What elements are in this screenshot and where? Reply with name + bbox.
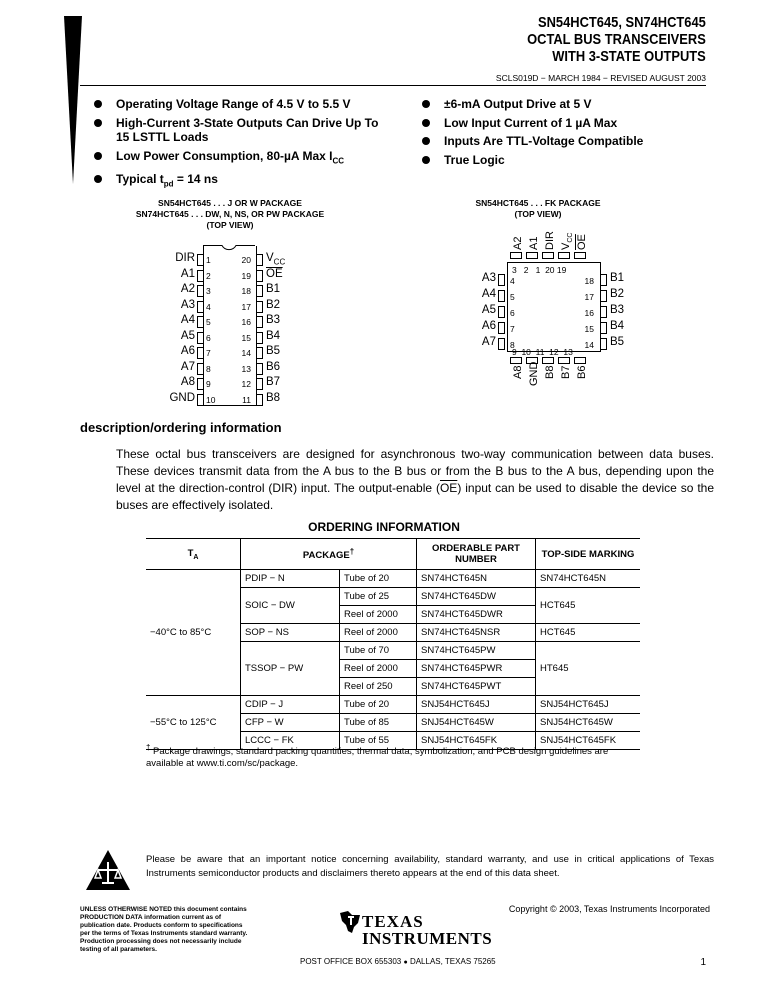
fk-pin-left xyxy=(498,290,505,302)
fk-package-label: SN54HCT645 . . . FK PACKAGE (TOP VIEW) xyxy=(475,198,601,219)
dip-pin-label-right: B2 xyxy=(266,298,281,311)
features-left xyxy=(90,97,390,196)
fk-pin-top xyxy=(542,252,554,259)
fk-pin-number: 5 xyxy=(510,292,515,302)
dip-pin-left xyxy=(197,378,204,390)
fk-pin-number: 6 xyxy=(510,308,515,318)
dip-pin-left xyxy=(197,301,204,313)
dip-pin-number: 20 xyxy=(241,255,251,265)
dip-pin-number: 14 xyxy=(241,348,251,358)
feature-item: ±6-mA Output Drive at 5 V xyxy=(418,97,718,112)
feature-item: High-Current 3-State Outputs Can Drive Up To 15 LSTTL Loads xyxy=(90,116,390,145)
dip-pin-left xyxy=(197,270,204,282)
dip-pin-label-right: B3 xyxy=(266,314,281,326)
dip-pin-number: 10 xyxy=(206,394,216,405)
fk-pin-left xyxy=(498,338,505,350)
dip-pin-label-left: GND xyxy=(169,391,195,404)
ta-header: $T_A$ xyxy=(146,539,241,570)
fk-pin-label-bottom: B6 xyxy=(576,365,588,379)
warning-triangle-icon xyxy=(84,848,132,892)
dip-pin-number: 19 xyxy=(241,270,251,281)
page-number: 1 xyxy=(700,957,706,968)
description-paragraph: These octal bus transceivers are designed for asynchronous two-way communication between data buses. These devices transmit data from the A bus to the B bus or from the B bus to the A bus, depending upon the level at the direction-control (DIR) input. The output-enable $(\overline{OE})$ input can be used to disable the device so the buses are effectively isolated. xyxy=(116,447,714,512)
orderable-header: ORDERABLE PART NUMBER xyxy=(417,539,536,570)
dip-pin-left xyxy=(197,347,204,359)
dip-pin-label-right: B1 xyxy=(266,283,281,295)
fk-pin-number: 16 xyxy=(584,308,594,318)
fk-pin-label-right: B2 xyxy=(610,288,625,300)
dip-pin-label-right: B4 xyxy=(266,329,281,342)
fk-pin-label-bottom: A8 xyxy=(512,365,524,379)
document-revision-line: SCLS019D − MARCH 1984 − REVISED AUGUST 2003 xyxy=(495,73,706,83)
dip-pin-number: 5 xyxy=(206,317,211,327)
dip-pin-number: 17 xyxy=(241,301,251,312)
table-row: SOP − NS Reel of 2000 SN74HCT645NSR HCT645 xyxy=(146,624,640,642)
table-row: −55°C to 125°C CDIP − J Tube of 20 SNJ54HCT645J SNJ54HCT645J xyxy=(146,696,640,714)
dip-pin-label-left: A7 xyxy=(180,360,195,373)
fk-pin-label-bottom: GND xyxy=(528,361,540,386)
dip-pin-number: 3 xyxy=(206,286,211,296)
bullet-icon xyxy=(94,152,102,160)
fk-pin-right xyxy=(600,322,607,334)
bullet-icon xyxy=(94,100,102,108)
dip-pin-label-left: A2 xyxy=(180,283,195,295)
dip-pin-number: 7 xyxy=(206,348,211,358)
fk-pin-label-left: A4 xyxy=(481,288,496,300)
dip-pin-number: 8 xyxy=(206,363,211,374)
dip-package-label: SN54HCT645 . . . J OR W PACKAGE SN74HCT645 . . . DW, N, NS, OR PW PACKAGE (TOP VIEW) xyxy=(135,198,325,230)
fk-top-numbers: 3 2 1 20 19 xyxy=(512,265,567,275)
ti-state-logo-icon xyxy=(338,909,362,935)
fk-pin-top xyxy=(526,252,538,259)
fk-pin-right xyxy=(600,338,607,350)
dip-pin-left xyxy=(197,285,204,297)
bullet-icon xyxy=(94,175,102,183)
ta-cell: −55°C to 125°C xyxy=(146,696,241,750)
features-right xyxy=(418,97,718,171)
ordering-table xyxy=(146,538,640,750)
feature-item: Typical $t_{pd} = 14$ ns xyxy=(90,172,390,192)
table-row: Reel of 2000 SN74HCT645DWR xyxy=(146,606,640,624)
copyright: Copyright © 2003, Texas Instruments Incorporated xyxy=(508,904,710,914)
fk-pin-right xyxy=(600,274,607,286)
fk-pin-label-left: A5 xyxy=(481,304,496,316)
dip-pin-number: 12 xyxy=(241,379,251,389)
fk-pin-label-bottom: B7 xyxy=(560,365,572,379)
fk-pin-label-bottom: B8 xyxy=(544,365,556,379)
feature-item: Operating Voltage Range of 4.5 V to 5.5 V xyxy=(90,97,390,112)
ta-cell: −40°C to 85°C xyxy=(146,570,241,696)
dip-pin-label-right: B7 xyxy=(266,376,281,388)
dip-pin-number: 4 xyxy=(206,301,211,312)
dip-pin-label-left: DIR xyxy=(175,252,195,264)
fk-pin-bottom xyxy=(558,357,570,364)
fk-pin-left xyxy=(498,322,505,334)
dip-pin-right xyxy=(256,332,263,344)
fk-pin-label-left: A6 xyxy=(481,320,496,332)
marking-header: TOP-SIDE MARKING xyxy=(536,539,641,570)
table-row: CFP − W Tube of 85 SNJ54HCT645W SNJ54HCT645W xyxy=(146,714,640,732)
dip-pin-left xyxy=(197,254,204,266)
dip-pin-number: 6 xyxy=(206,332,211,343)
fk-pin-number: 18 xyxy=(584,276,594,286)
dip-pin-right xyxy=(256,285,263,297)
document-title: SN54HCT645, SN74HCT645 OCTAL BUS TRANSCEIVERS WITH 3-STATE OUTPUTS xyxy=(527,14,706,65)
dip-pin-label-left: A6 xyxy=(180,345,195,357)
table-footnote: † Package drawings, standard packing quantities, thermal data, symbolization, and PCB design guidelines are available at www.ti.com/sc/package. xyxy=(146,743,609,770)
address-bullet-icon: ● xyxy=(403,959,408,966)
dip-pin-left xyxy=(197,363,204,375)
feature-item: Inputs Are TTL-Voltage Compatible xyxy=(418,134,718,149)
fk-pin-number: 15 xyxy=(584,324,594,334)
table-row: Reel of 2000 SN74HCT645PWR xyxy=(146,660,640,678)
dip-pin-right xyxy=(256,270,263,282)
dip-pin-right xyxy=(256,347,263,359)
fk-pin-bottom xyxy=(510,357,522,364)
dip-pin-label-right: $V_{CC}$ xyxy=(266,252,286,267)
fk-pin-bottom xyxy=(542,357,554,364)
dip-pin-left xyxy=(197,332,204,344)
dip-pin-right xyxy=(256,394,263,406)
ti-logo-wordmark: TEXAS INSTRUMENTS xyxy=(362,912,493,948)
fk-pin-label-top: $V_{CC}$ xyxy=(560,232,575,250)
fk-pin-left xyxy=(498,306,505,318)
feature-item: Low Input Current of 1 µA Max xyxy=(418,116,718,131)
ordering-title: ORDERING INFORMATION xyxy=(308,520,460,534)
address: POST OFFICE BOX 655303 ● DALLAS, TEXAS 75265 xyxy=(300,957,496,966)
important-notice: Please be aware that an important notice concerning availability, standard warranty, and use in critical applications of Texas Instruments semiconductor products and disclaimers thereto appears at the end of this data sheet. xyxy=(146,854,714,879)
fk-pin-label-right: B1 xyxy=(610,272,625,284)
section-heading: description/ordering information xyxy=(80,420,282,435)
fk-pin-top xyxy=(558,252,570,259)
table-row: LCCC − FK Tube of 55 SNJ54HCT645FK SNJ54HCT645FK xyxy=(146,732,640,750)
dip-pin-label-right: B6 xyxy=(266,360,281,373)
fk-pin-number: 17 xyxy=(584,292,594,302)
dip-pin-right xyxy=(256,301,263,313)
bullet-icon xyxy=(94,119,102,127)
fk-pin-label-top: A1 xyxy=(528,236,540,250)
fk-pin-label-top: DIR xyxy=(544,231,556,250)
table-row: SOIC − DW Tube of 25 SN74HCT645DW HCT645 xyxy=(146,588,640,606)
dip-pin-number: 2 xyxy=(206,270,211,281)
fk-pin-label-right: B4 xyxy=(610,320,625,332)
dip-pin-label-right: B5 xyxy=(266,345,281,357)
dip-pin-label-left: A1 xyxy=(180,267,195,280)
dip-pin-left xyxy=(197,394,204,406)
production-data-legal: UNLESS OTHERWISE NOTED this document contains PRODUCTION DATA information current as of publication date. Products conform to specifications per the terms of Texas Instruments standard warranty. Production processing does not necessarily include testing of all parameters. xyxy=(80,906,248,953)
dip-pin-left xyxy=(197,316,204,328)
table-row: TSSOP − PW Tube of 70 SN74HCT645PW HT645 xyxy=(146,642,640,660)
fk-pin-bottom xyxy=(574,357,586,364)
dip-pin-number: 11 xyxy=(242,394,251,405)
table-row: −40°C to 85°C PDIP − N Tube of 20 SN74HCT645N SN74HCT645N xyxy=(146,570,640,588)
dip-pin-number: 9 xyxy=(206,379,211,389)
fk-pin-label-top: A2 xyxy=(512,236,524,250)
dip-pin-label-left: A5 xyxy=(180,329,195,342)
feature-item: True Logic xyxy=(418,153,718,168)
dip-pin-number: 13 xyxy=(241,363,251,374)
table-row: Reel of 250 SN74HCT645PWT xyxy=(146,678,640,696)
fk-pin-number: 7 xyxy=(510,324,515,334)
dip-pin-right xyxy=(256,316,263,328)
dip-pin-right xyxy=(256,254,263,266)
margin-wedge-mark xyxy=(64,16,82,184)
dip-pin-number: 18 xyxy=(241,286,251,296)
fk-pin-label-right: B3 xyxy=(610,304,625,316)
fk-pin-top xyxy=(510,252,522,259)
bullet-icon xyxy=(422,137,430,145)
package-header: PACKAGE† xyxy=(241,539,417,570)
fk-pin-number: 14 xyxy=(584,340,594,350)
header-rule xyxy=(80,85,706,86)
fk-pin-right xyxy=(600,290,607,302)
dip-pin-label-left: A4 xyxy=(180,314,195,326)
feature-item: Low Power Consumption, 80-µA Max $I_{CC}$ xyxy=(90,149,390,169)
fk-pin-number: 8 xyxy=(510,340,515,350)
fk-pin-label-left: A7 xyxy=(481,336,496,348)
fk-pin-right xyxy=(600,306,607,318)
dip-pin-label-left: A8 xyxy=(180,376,195,388)
dip-pin-number: 1 xyxy=(206,255,211,265)
dip-pin-label-right: $\overline{OE}$ xyxy=(266,267,283,280)
fk-pin-left xyxy=(498,274,505,286)
fk-pin-number: 4 xyxy=(510,276,515,286)
bullet-icon xyxy=(422,119,430,127)
fk-bottom-numbers: 9 10 11 12 13 xyxy=(512,347,573,357)
bullet-icon xyxy=(422,100,430,108)
fk-pin-label-top: $\overline{OE}$ xyxy=(576,234,588,250)
dip-pin-number: 16 xyxy=(241,317,251,327)
bullet-icon xyxy=(422,156,430,164)
dip-pin-label-right: B8 xyxy=(266,391,281,404)
fk-pin-label-left: A3 xyxy=(481,272,496,284)
fk-pin-label-right: B5 xyxy=(610,336,625,348)
dip-pin-label-left: A3 xyxy=(180,298,195,311)
dip-pin-right xyxy=(256,363,263,375)
dip-pin-right xyxy=(256,378,263,390)
dip-pin-number: 15 xyxy=(241,332,251,343)
fk-pin-top xyxy=(574,252,586,259)
